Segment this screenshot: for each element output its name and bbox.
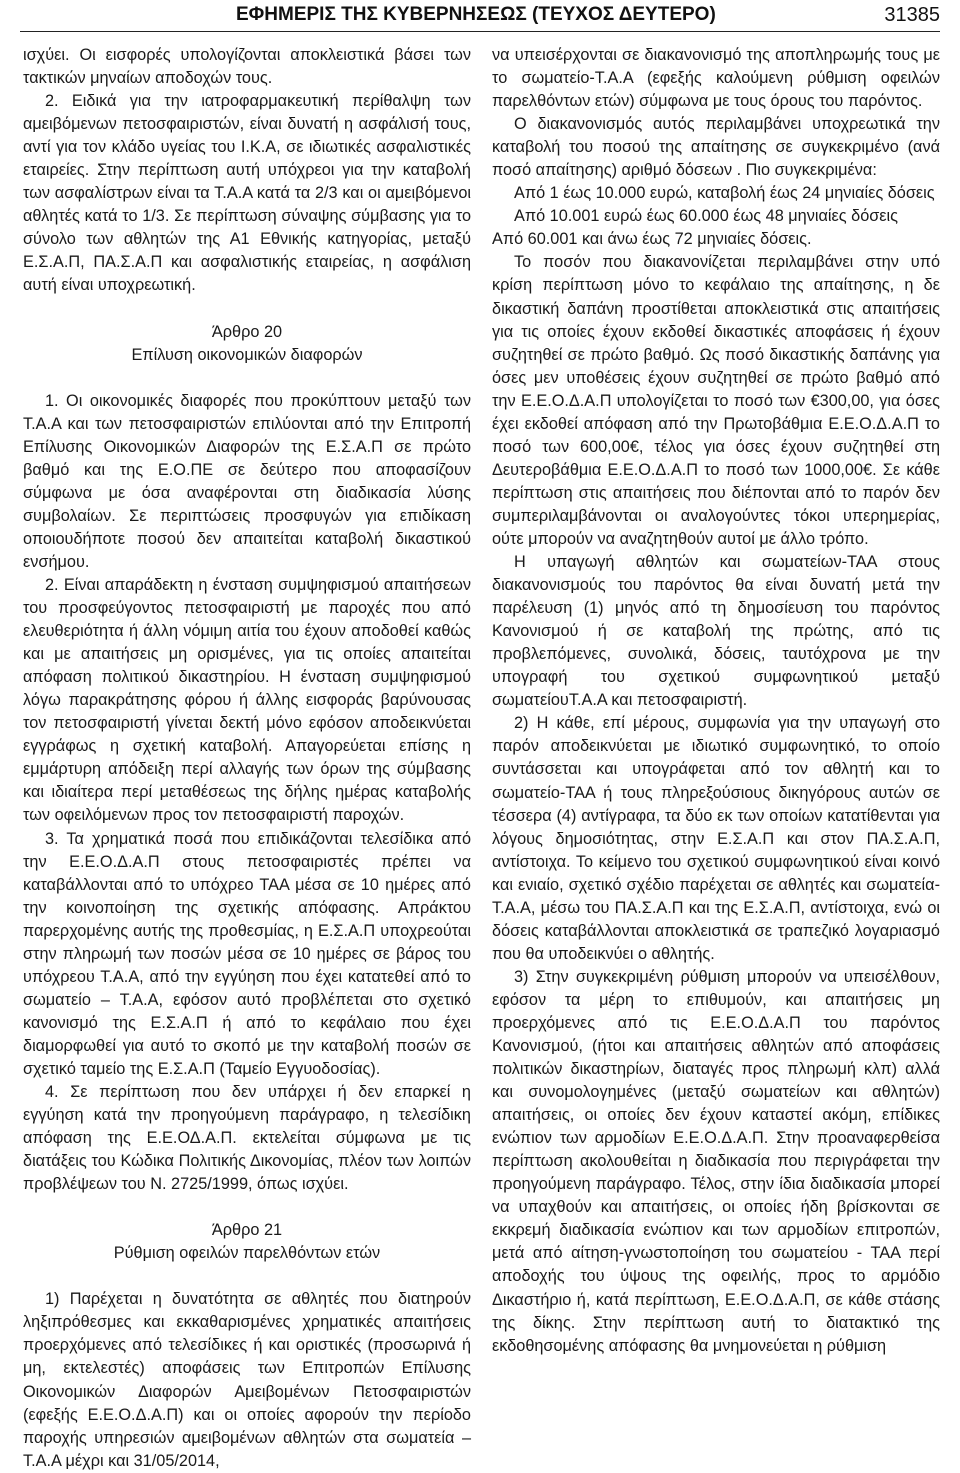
page-header (20, 4, 940, 30)
article-20-subtitle: Επίλυση οικονομικών διαφορών (131, 345, 363, 364)
paragraph: 2. Ειδικά για την ιατροφαρμακευτική περίθαλψη των αμειβόμενων πετοσφαιριστών, είναι δυνατή η ασφάλισή τους, αντί για τον κλάδο υγείας του Ι.Κ.Α, σε ιδιωτικές ασφαλιστικές εταιρείες. Στην περίπτωση αυτή υπόχρεοι για την καταβολή των ασφαλίστρων είναι τα Τ.Α.Α κατά τα 2/3 και οι αμειβόμενοι αθλητές κατά το 1/3. Σε περίπτωση σύναψης σύμβασης για το σύνολο των αθλητών της Α1 Εθνικής κατηγορίας, μεταξύ Ε.Σ.Α.Π, ΠΑ.Σ.Α.Π και ασφαλιστικής εταιρείας, η ασφάλιση αυτή είναι υποχρεωτική. (23, 92, 471, 295)
article-21-title: Άρθρο 21 (211, 1221, 283, 1240)
paragraph: να υπεισέρχονται σε διακανονισμό της αποπληρωμής τους με το σωματείο-Τ.Α.Α (εφεξής καλούμενη ρύθμιση οφειλών παρελθόντων ετών) σύμφωνα με τους όρους του παρόντος. (492, 46, 940, 111)
right-column (492, 44, 940, 1358)
paragraph: 3) Στην συγκεκριμένη ρύθμιση μπορούν να υπεισέλθουν, εφόσον τα μέρη το επιθυμούν, και απαιτήσεις μη προερχόμενες από τις Ε.Ε.Ο.Δ.Α.Π του παρόντος Κανονισμού, (ήτοι και απαιτήσεις αθλητών από αποφάσεις πολιτικών δικαστηρίων, διαταγές προς πληρωμή κλπ) αλλά και συνομολογημένες (μεταξύ σωματείων και αθλητών) απαιτήσεις, οι οποίες δεν έχουν καταστεί ακόμη, επίδικες ενώπιον των αρμοδίων Ε.Ε.Ο.Δ.Α.Π. Στην προαναφερθείσα περίπτωση ακολουθείται η διαδικασία που περιγράφεται την προηγούμενη παράγραφο. Τέλος, στην ίδια διαδικασία μπορεί να υπαχθούν και απαιτήσεις, οι οποίες ήδη βρίσκονται σε εκκρεμή διαδικασία ενώπιον και των αρμοδίων επιτροπών, μετά από αίτηση-γνωστοποίηση του σωματείου - ΤΑΑ περί αποδοχής του ύψους της οφειλής, προς το αρμόδιο Δικαστήριο ή, κατά περίπτωση, Ε.Ε.Ο.Δ.Α.Π, σε κάθε στάσης της δίκης. Στην περίπτωση αυτή το διατακτικό της εκδοθησομένης απόφασης θα μνημονεύεται η ρύθμιση (492, 967, 940, 1355)
installment-tier: Από 1 έως 10.000 ευρώ, καταβολή έως 24 μηνιαίες δόσεις (514, 184, 935, 203)
spacer (23, 367, 471, 390)
spacer (23, 1196, 471, 1219)
paragraph: Το ποσόν που διακανονίζεται περιλαμβάνει στην υπό κρίση περίπτωση μόνο το κεφάλαιο της απαίτησης, η δε δικαστική δαπάνη προστίθεται αποκλειστικά στις απαιτήσεις για τις οποίες έχουν εκδοθεί δικαστικές αποφάσεις ή έχουν συζητηθεί σε πρώτο βαθμό. Ως ποσό δικαστικής δαπάνης για όσες μεν υποθέσεις έχουν συζητηθεί σε πρώτο βαθμό από την Ε.Ε.Ο.Δ.Α.Π υπολογίζεται το ποσό των €300,00, για όσες έχει εκδοθεί απόφαση από την Πρωτοβάθμια Ε.Ε.Ο.Δ.Α.Π το ποσό των 600,00€, τέλος για όσες έχουν συζητηθεί στη Δευτεροβάθμια Ε.Ε.Ο.Δ.Α.Π το ποσό των 1000,00€. Σε κάθε περίπτωση στις απαιτήσεις που διέπονται από το παρόν δεν συμπεριλαμβάνονται οι αναλογούντες τόκοι υπερημερίας, ούτε μπορούν να αναζητηθούν αυτοί με άλλο τρόπο. (492, 253, 940, 548)
article-20-title: Άρθρο 20 (211, 322, 283, 341)
installment-tier: Από 60.001 και άνω έως 72 μηνιαίες δόσεις. (492, 230, 812, 249)
paragraph: 4. Σε περίπτωση που δεν υπάρχει ή δεν επαρκεί η εγγύηση κατά την προηγούμενη παράγραφο, η τελεσίδικη απόφαση της Ε.Ε.ΟΔ.Α.Π. εκτελείται σύμφωνα με τις διατάξεις του Κώδικα Πολιτικής Δικονομίας, πλέον των λοιπών προβλέψεων του Ν. 2725/1999, όπως ισχύει. (23, 1083, 471, 1194)
page-number: 31385 (884, 4, 940, 26)
paragraph: 1) Παρέχεται η δυνατότητα σε αθλητές που διατηρούν ληξιπρόθεσμες και εκκαθαρισμένες χρηματικές απαιτήσεις προερχόμενες από τελεσίδικες ή και οριστικές (προσωρινά ή μη, εκτελεστές) αποφάσεις των Επιτροπών Επίλυσης Οικονομικών Διαφορών Αμειβομένων Πετοσφαιριστών (εφεξής Ε.Ε.Ο.Δ.Α.Π) και οι οποίες αφορούν την περίοδο παροχής υπηρεσιών αμειβομένων αθλητών στα σωματεία – Τ.Α.Α μέχρι και 31/05/2014, (23, 1290, 471, 1470)
gazette-title: ΕΦΗΜΕΡΙΣ ΤΗΣ ΚΥΒΕΡΝΗΣΕΩΣ (ΤΕΥΧΟΣ ΔΕΥΤΕΡΟ) (236, 4, 716, 25)
paragraph: 1. Οι οικονομικές διαφορές που προκύπτουν μεταξύ των Τ.Α.Α και των πετοσφαιριστών επιλύονται από την Επιτροπή Επίλυσης Οικονομικών Διαφορών της Ε.Σ.Α.Π σε πρώτο βαθμό και της Ε.Ο.ΠΕ σε δεύτερο που αποφασίζουν σύμφωνα με όσα αναφέρονται στη διαδικασία λύσης συμβολαίων. Σε περιπτώσεις προσφυγών για επιδίκαση οποιουδήποτε ποσού δεν απαιτείται καταβολή δικαστικού ενσήμου. (23, 391, 471, 571)
paragraph: 2) Η κάθε, επί μέρους, συμφωνία για την υπαγωγή στο παρόν αποδεικνύεται με ιδιωτικό συμφωνητικό, το οποίο συντάσσεται και υπογράφεται από τον αθλητή και το σωματείο-ΤΑΑ ή τους πληρεξούσιους δικηγόρους αυτών σε τέσσερα (4) αντίγραφα, τα δύο εκ των οποίων κατατίθενται για λόγους δημοσιότητας, στην Ε.Σ.Α.Π και στον ΠΑ.Σ.Α.Π, αντίστοιχα. Το κείμενο του σχετικού συμφωνητικού είναι κοινό και ενιαίο, σχετικό σχέδιο παρέχεται σε αθλητές και σωματεία-Τ.Α.Α, μέσω του ΠΑ.Σ.Α.Π και της Ε.Σ.Α.Π, αντίστοιχα, ενώ οι δόσεις καταβάλλονται αποκλειστικά σε τραπεζικό λογαριασμό που θα υποδεικνύει ο αθλητής. (492, 714, 940, 963)
left-column (23, 44, 471, 1473)
installment-tier: Από 10.001 ευρώ έως 60.000 έως 48 μηνιαίες δόσεις (514, 207, 899, 226)
paragraph: Ο διακανονισμός αυτός περιλαμβάνει υποχρεωτικά την καταβολή του ποσού της απαίτησης σε συγκεκριμένο (ανά ποσό απαίτησης) αριθμό δόσεων . Πιο συγκεκριμένα: (492, 115, 940, 180)
spacer (23, 1265, 471, 1288)
paragraph: 2. Είναι απαράδεκτη η ένσταση συμψηφισμού απαιτήσεων του προσφεύγοντος πετοσφαιριστή με παροχές που από ελευθεριότητα ή άλλη νόμιμη αιτία του έχουν αποδοθεί καθώς και με απαιτήσεις μη ορισμένες, για τις οποίες απαιτείται απόφαση πολιτικού δικαστηρίου. Η ένσταση συμψηφισμού λόγω παρακράτησης φόρου ή άλλης εισφοράς βαρύνουσας τον πετοσφαιριστή γίνεται δεκτή μόνο εφόσον αποδεικνύεται εγγράφως η σχετική καταβολή. Απαγορεύεται επίσης η εμμάρτυρη απόδειξη περί αλλαγής των όρων της σύμβασης και ιδιαίτερα περί μεταθέσεως της δήλης ημέρας καταβολής των οφειλόμενων προς τον πετοσφαιριστή παροχών. (23, 575, 471, 825)
paragraph: ισχύει. Οι εισφορές υπολογίζονται αποκλειστικά βάσει των τακτικών μηναίων αποδοχών τους. (23, 46, 471, 88)
header-rule (20, 31, 940, 32)
spacer (23, 298, 471, 321)
paragraph: Η υπαγωγή αθλητών και σωματείων-ΤΑΑ στους διακανονισμούς του παρόντος θα είναι δυνατή μετά την παρέλευση (1) μηνός από τη δημοσίευση του παρόντος Κανονισμού ή σε καταβολή της πρώτης, από τις προβλεπόμενες, συνολικά, δόσεις, ταυτόχρονα με την υπογραφή του σχετικού συμφωνητικού μεταξύ σωματείουΤ.Α.Α και πετοσφαιριστή. (492, 553, 940, 710)
paragraph: 3. Τα χρηματικά ποσά που επιδικάζονται τελεσίδικα από την Ε.Ε.Ο.Δ.Α.Π στους πετοσφαιριστές πρέπει να καταβάλλονται από το υπόχρεο ΤΑΑ μέσα σε 10 ημέρες από την κοινοποίηση της σχετικής απόφασης. Απράκτου παρερχομένης αυτής της προθεσμίας, η Ε.Σ.Α.Π υποχρεούται στην πληρωμή των ποσών μέσα σε 10 ημέρες σε βάρος του υπόχρεου Τ.Α.Α, από την εγγύηση που έχει κατατεθεί από το σωματείο – Τ.Α.Α, εφόσον αυτό προβλέπεται στο σχετικό κανονισμό της Ε.Σ.Α.Π ή από το κεφάλαιο που έχει διαμορφωθεί για αυτό το σκοπό με την καταβολή ποσών σε σχετικό ταμείο της Ε.Σ.Α.Π (Ταμείο Εγγυοδοσίας). (23, 829, 471, 1078)
article-21-subtitle: Ρύθμιση οφειλών παρελθόντων ετών (113, 1244, 381, 1263)
